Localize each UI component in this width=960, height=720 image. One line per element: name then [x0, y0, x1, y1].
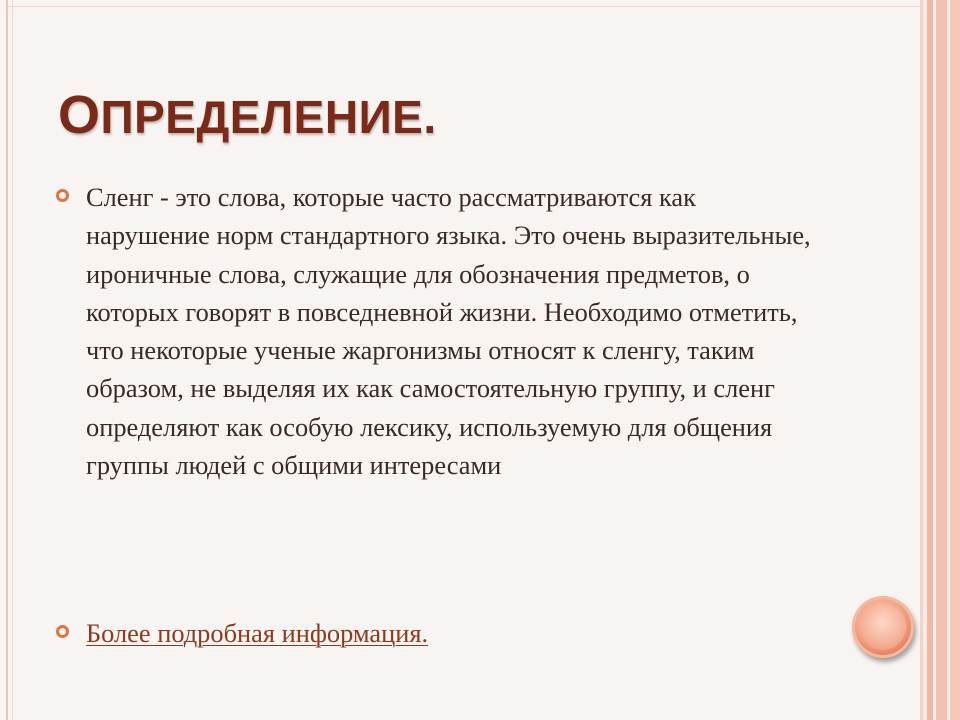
more-info-bullet-item — [56, 614, 428, 652]
round-action-button[interactable] — [852, 596, 914, 658]
definition-text: Сленг - это слова, которые часто рассматриваются как нарушение норм стандартного языка. Это очень выразительные, ироничные слова, служащие для обозначения предметов, о которых говорят в повседневной жизни. Необходимо отметить, что некоторые ученые жаргонизмы относят к сленгу, таким образом, не выделяя их как самостоятельную группу, и сленг определяют как особую лексику, используемую для общения группы людей с общими интересами — [86, 182, 811, 481]
title-dot: . — [423, 91, 437, 143]
title-first-letter: О — [58, 85, 101, 145]
right-decorative-stripes — [920, 0, 960, 720]
circle-bullet-icon — [56, 189, 69, 202]
circle-bullet-icon — [56, 625, 69, 638]
title-rest: ПРЕДЕЛЕНИЕ — [100, 91, 424, 143]
more-info-link[interactable]: Более подробная информация. — [86, 618, 429, 648]
definition-bullet-item — [56, 178, 821, 484]
top-frame-border — [6, 0, 920, 7]
slide-title — [58, 84, 437, 146]
left-frame-border — [6, 0, 13, 720]
